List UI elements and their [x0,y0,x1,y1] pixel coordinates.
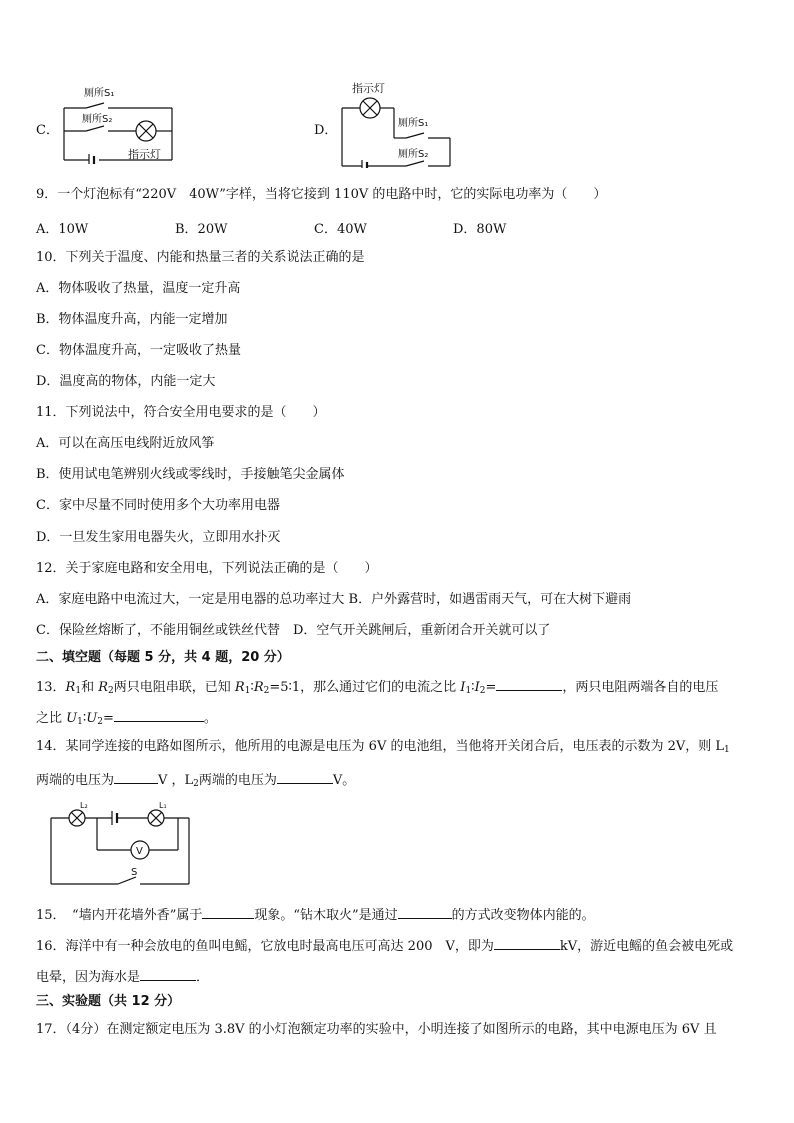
question-15 [36,904,595,925]
q13-text: 和 [81,680,99,695]
q13-text: ，两只电阻两端各自的电压 [562,680,719,695]
switch-s2-label: 厕所S₂ [398,149,429,160]
option-c-label: C． [36,123,59,138]
q11-option-a: A．可以在高压电线附近放风筝 [36,436,215,451]
q13-sub: 1 [77,717,83,727]
q10-option-b: B．物体温度升高，内能一定增加 [36,312,228,327]
q15-blank-method[interactable] [398,904,452,919]
q11-option-d: D．一旦发生家用电器失火，立即用水扑灭 [36,530,281,545]
lamp-l1-label: L₁ [159,801,167,810]
switch-s1-label: 厕所S₁ [398,118,429,129]
question-13-line-1: 13．$R_1$和 $R_2$两只电阻串联，已知 $R_1∶R_2=5∶1$，那么通过它们的电流之比 $I_1∶I_2=$ ，两只电阻两端各自的电压 [36,676,718,700]
q13-text: = [102,711,114,726]
lamp-label: 指示灯 [352,82,385,95]
q11-option-c: C．家中尽量不同时使用多个大功率用电器 [36,498,280,513]
q13-blank-voltage-ratio[interactable] [114,707,204,722]
circuit-diagram-c [56,84,186,164]
question-12-stem: 12．关于家庭电路和安全用电，下列说法正确的是（ ） [36,561,378,576]
q13-sub: 1 [465,686,472,696]
q13-text: 之比 [36,711,67,726]
q16-blank-seawater[interactable] [140,966,196,981]
q14-sub: 2 [193,779,199,789]
question-14-line-1 [36,738,730,759]
switch-s1-label: 厕所S₁ [84,88,115,99]
question-11-stem: 11．下列说法中，符合安全用电要求的是（ ） [36,405,326,420]
q14-blank-l1-voltage[interactable] [114,769,158,784]
q13-r1: R [234,680,245,695]
q13-r2: R [98,680,109,695]
q9-option-a: A．10W [36,222,89,237]
q13-text: 13． [36,680,66,695]
q14-text: 14．某同学连接的电路如图所示，他所用的电源是电压为 6V 的电池组，当他将开关闭合后，电压表的示数为 2V，则 L [36,739,725,754]
lamp-label: 指示灯 [128,148,161,161]
q14-text: 两端的电压为 [36,773,115,788]
q16-text: ． [196,970,210,985]
q12-options-cd: C．保险丝熔断了，不能用铜丝或铁丝代替 D．空气开关跳闸后，重新闭合开关就可以了 [36,623,551,638]
q10-option-c: C．物体温度升高，一定吸收了热量 [36,343,241,358]
q16-text: kV，游近电鳐的鱼会被电死或 [559,939,734,954]
question-17-line-1: 17．（4分）在测定额定电压为 3.8V 的小灯泡额定功率的实验中，小明连接了如图所示的电路，其中电源电压为 6V 且 [36,1022,717,1037]
q14-text: 两端的电压为 [198,773,277,788]
circuit-diagram-14 [48,800,208,890]
q16-blank-kv[interactable] [494,935,560,950]
q9-option-d: D．80W [453,222,507,237]
q13-sub: 1 [244,686,251,696]
q14-blank-l2-voltage[interactable] [277,769,333,784]
q16-text: 电晕，因为海水是 [36,970,141,985]
q15-blank-phenomenon[interactable] [202,904,254,919]
section-3-heading: 三、实验题（共 12 分） [36,994,181,1009]
q13-text: 两只电阻串联，已知 [113,680,235,695]
q13-text: =5∶1，那么通过它们的电流之比 [269,680,461,695]
question-14-line-2 [36,769,355,793]
question-16-line-2 [36,966,209,987]
q15-text: 现象。“钻木取火”是通过 [254,908,398,923]
q13-text: = [485,680,497,695]
circuit-diagram-d [336,78,466,168]
question-16-line-1 [36,935,733,956]
lamp-l2-label: L₂ [80,801,88,810]
q13-sub: 2 [263,686,270,696]
q16-text: 16．海洋中有一种会放电的鱼叫电鳐，它放电时最高电压可高达 200 V，即为 [36,939,494,954]
q10-option-d: D．温度高的物体，内能一定大 [36,374,216,389]
q13-sub: 2 [97,717,103,727]
option-d-label: D． [314,123,338,138]
section-2-heading: 二、填空题（每题 5 分，共 4 题，20 分） [36,650,290,665]
q10-option-a: A．物体吸收了热量，温度一定升高 [36,281,241,296]
switch-s-label: S [131,867,138,878]
switch-s2-label: 厕所S₂ [82,114,113,125]
q11-option-b: B．使用试电笔辨别火线或零线时，手接触笔尖金属体 [36,467,345,482]
q13-blank-current-ratio[interactable] [496,676,562,691]
q13-sub: 2 [479,686,486,696]
question-10-stem: 10．下列关于温度、内能和热量三者的关系说法正确的是 [36,250,365,265]
q14-text: V。 [332,773,356,788]
question-9-stem: 9．一个灯泡标有“220V 40W”字样，当将它接到 110V 的电路中时，它的实际电功率为（ ） [36,187,607,202]
q14-text: V ，L [158,773,194,788]
q13-text: 。 [203,711,217,726]
question-13-line-2: 之比 $U_1∶U_2=$ 。 [36,707,217,731]
q12-options-ab: A．家庭电路中电流过大，一定是用电器的总功率过大 B．户外露营时，如遇雷雨天气，可在大树下避雨 [36,592,632,607]
q14-sub: 1 [724,745,730,755]
q13-sub: 2 [108,686,114,696]
q15-text: 的方式改变物体内能的。 [451,908,595,923]
q9-option-b: B．20W [175,222,228,237]
voltmeter-label: V [136,846,143,857]
q13-sub: 1 [75,686,82,696]
q9-option-c: C．40W [314,222,367,237]
q13-r1: R [65,680,76,695]
q15-text: 15． “墙内开花墙外香”属于 [36,908,203,923]
q13-r2: R [253,680,264,695]
